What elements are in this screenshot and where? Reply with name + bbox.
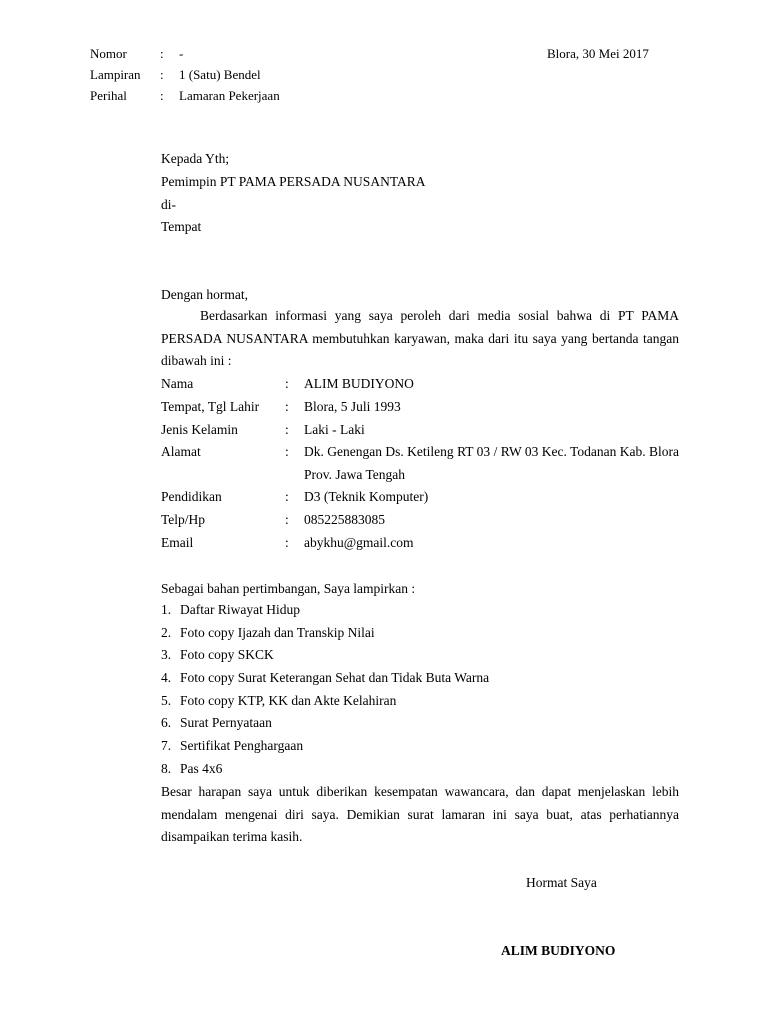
header-label: Perihal	[90, 88, 127, 103]
header-value: Lamaran Pekerjaan	[179, 88, 280, 103]
intro-paragraph: Berdasarkan informasi yang saya peroleh dari media sosial bahwa di PT PAMA PERSADA NUSANTARA membutuhkan karyawan, maka dari itu saya yang bertanda tangan dibawah ini :	[161, 308, 679, 369]
identity-colon: :	[285, 399, 289, 414]
recipient-line-3: di-	[161, 197, 176, 212]
identity-colon: :	[285, 444, 289, 459]
list-text: Foto copy KTP, KK dan Akte Kelahiran	[180, 692, 397, 708]
list-text: Sertifikat Penghargaan	[180, 738, 304, 754]
identity-label: Nama	[161, 376, 194, 391]
attachments-intro: Sebagai bahan pertimbangan, Saya lampirkan :	[161, 581, 416, 596]
list-text: Foto copy SKCK	[180, 647, 274, 663]
list-text: Surat Pernyataan	[180, 715, 272, 731]
identity-value: abykhu@gmail.com	[304, 535, 414, 550]
header-colon: :	[160, 67, 164, 82]
header-colon: :	[160, 88, 164, 103]
identity-value: Dk. Genengan Ds. Ketileng RT 03 / RW 03 Kec. Todanan Kab. Blora Prov. Jawa Tengah	[304, 444, 679, 482]
list-number: 8.	[161, 760, 172, 776]
identity-colon: :	[285, 422, 289, 437]
list-number: 6.	[161, 715, 172, 731]
list-number: 4.	[161, 670, 172, 686]
list-text: Foto copy Surat Keterangan Sehat dan Tidak Buta Warna	[180, 670, 490, 686]
signature-name: ALIM BUDIYONO	[501, 943, 616, 958]
closing-paragraph: Besar harapan saya untuk diberikan kesempatan wawancara, dan dapat menjelaskan lebih mendalam mengenai diri saya. Demikian surat lamaran ini saya buat, atas perhatiannya disampaikan terima kasih.	[161, 784, 679, 845]
list-number: 3.	[161, 647, 172, 663]
recipient-line-4: Tempat	[161, 219, 202, 234]
identity-label: Tempat, Tgl Lahir	[161, 399, 260, 414]
header-value: 1 (Satu) Bendel	[179, 67, 261, 82]
identity-label: Alamat	[161, 444, 201, 459]
list-text: Daftar Riwayat Hidup	[180, 602, 300, 617]
list-number: 7.	[161, 738, 172, 754]
greeting: Dengan hormat,	[161, 287, 248, 302]
list-number: 5.	[161, 692, 172, 708]
identity-colon: :	[285, 512, 289, 527]
header-colon: :	[160, 46, 164, 61]
recipient-line-2: Pemimpin PT PAMA PERSADA NUSANTARA	[161, 174, 426, 189]
header-label: Lampiran	[90, 67, 141, 82]
identity-label: Jenis Kelamin	[161, 422, 238, 437]
identity-colon: :	[285, 376, 289, 391]
header-label: Nomor	[90, 46, 127, 61]
identity-value: Blora, 5 Juli 1993	[304, 399, 401, 414]
identity-label: Pendidikan	[161, 489, 222, 504]
header-value: -	[179, 46, 184, 61]
list-text: Pas 4x6	[180, 760, 223, 776]
identity-value: ALIM BUDIYONO	[304, 376, 414, 391]
list-number: 1.	[161, 602, 172, 617]
recipient-line-1: Kepada Yth;	[161, 151, 230, 166]
identity-label: Telp/Hp	[161, 512, 206, 527]
identity-colon: :	[285, 489, 289, 504]
identity-label: Email	[161, 535, 194, 550]
identity-value: D3 (Teknik Komputer)	[304, 489, 429, 504]
signature-salutation: Hormat Saya	[526, 875, 597, 890]
letter-date: Blora, 30 Mei 2017	[547, 46, 649, 61]
list-number: 2.	[161, 624, 172, 640]
identity-value: Laki - Laki	[304, 422, 365, 437]
identity-colon: :	[285, 535, 289, 550]
identity-value: 085225883085	[304, 512, 385, 527]
list-text: Foto copy Ijazah dan Transkip Nilai	[180, 624, 375, 640]
